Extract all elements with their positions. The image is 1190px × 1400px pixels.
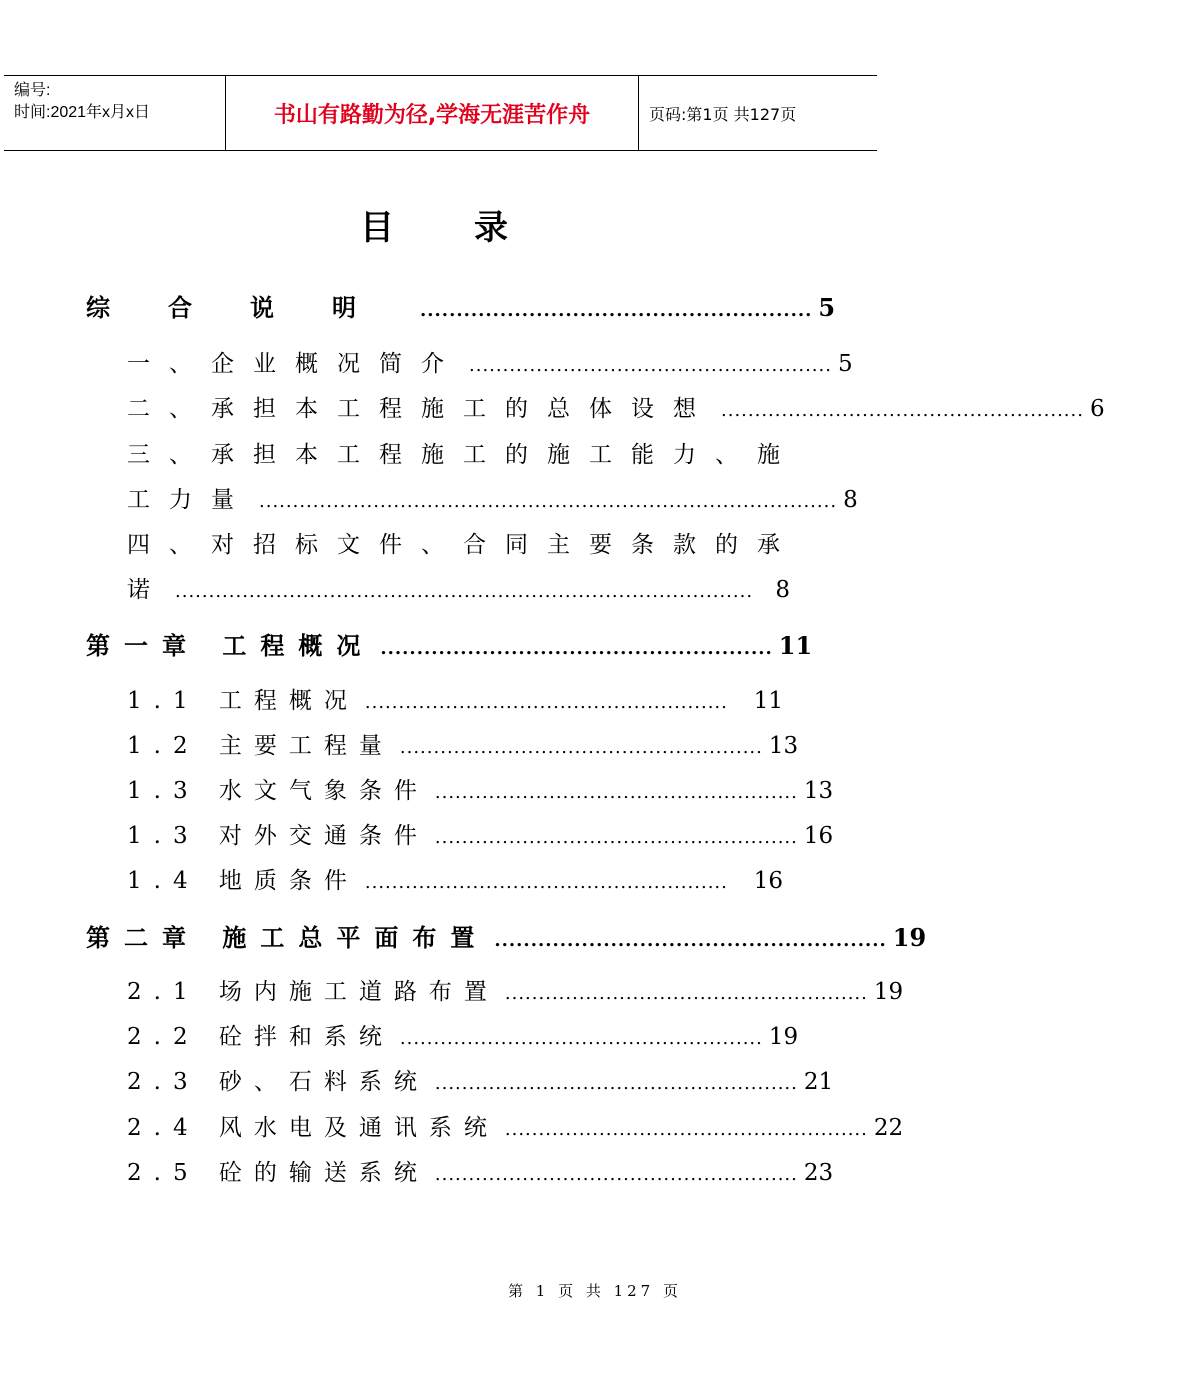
toc-page: 13 — [803, 778, 834, 804]
toc-page: 11 — [753, 688, 783, 714]
toc-leader: ...................................................... — [399, 737, 763, 758]
toc-leader: ...................................................... — [364, 692, 728, 713]
toc-entry[interactable] — [127, 345, 853, 378]
toc-entry[interactable] — [127, 1018, 799, 1051]
toc-entry-chapter-1[interactable] — [86, 626, 813, 661]
page-info: 页码:第1页 共127页 — [649, 104, 797, 124]
toc-entry-overview[interactable] — [86, 288, 836, 323]
toc-label-wrapped[interactable]: 四、对招标文件、合同主要条款的承 — [127, 532, 799, 558]
toc-label: 2.1 场内施工道路布置 — [127, 979, 499, 1005]
header-motto-cell — [226, 76, 639, 150]
toc-label: 1.2 主要工程量 — [127, 733, 394, 759]
toc-label: 2.4 风水电及通讯系统 — [127, 1115, 499, 1141]
header-page-cell — [639, 76, 877, 150]
toc-leader: ...................................................... — [504, 983, 868, 1004]
toc-page: 23 — [803, 1160, 834, 1186]
toc-label: 第一章 工程概况 — [86, 631, 375, 660]
toc-leader: ...................................................... — [364, 872, 728, 893]
toc-entry[interactable] — [127, 772, 834, 805]
toc-label: 综合说明 — [86, 293, 414, 322]
header-meta-cell — [4, 76, 226, 150]
toc-page: 19 — [873, 979, 904, 1005]
toc-label: 1.3 水文气象条件 — [127, 778, 429, 804]
page-header — [4, 75, 877, 151]
document-title: 目录 — [360, 208, 588, 248]
toc-leader: ...................................................... — [469, 355, 832, 376]
toc-label: 一、企业概况简介 — [127, 351, 463, 377]
toc-leader: ...................................................... — [420, 300, 813, 321]
toc-page: 19 — [768, 1024, 799, 1050]
toc-leader: ...................................................................................... — [259, 491, 838, 512]
toc-label: 1.4 地质条件 — [127, 868, 359, 894]
toc-page: 16 — [753, 868, 783, 894]
toc-label: 2.2 砼拌和系统 — [127, 1024, 394, 1050]
toc-leader: ...................................................... — [399, 1028, 763, 1049]
toc-page: 5 — [818, 293, 836, 322]
toc-page: 13 — [768, 733, 799, 759]
toc-label: 2.3 砂、石料系统 — [127, 1069, 429, 1095]
toc-leader: ...................................................... — [494, 930, 887, 951]
toc-page: 11 — [778, 631, 813, 660]
toc-leader: ...................................................... — [721, 400, 1084, 421]
toc-leader: ...................................................... — [504, 1119, 868, 1140]
toc-label: 诺 — [127, 577, 169, 603]
toc-entry[interactable] — [127, 817, 834, 850]
toc-page: 8 — [775, 577, 790, 603]
toc-entry-chapter-2[interactable] — [86, 918, 927, 953]
toc-page: 22 — [873, 1115, 904, 1141]
toc-leader: ...................................................... — [434, 827, 798, 848]
toc-label: 工力量 — [127, 487, 253, 513]
serial-label: 编号: — [14, 82, 51, 99]
toc-leader: ...................................................... — [380, 638, 773, 659]
motto-text: 书山有路勤为径,学海无涯苦作舟 — [273, 102, 591, 128]
toc-entry[interactable] — [127, 1154, 834, 1187]
toc-leader: ...................................................... — [434, 782, 798, 803]
toc-label: 第二章 施工总平面布置 — [86, 923, 489, 952]
toc-entry[interactable] — [127, 727, 799, 760]
toc-page: 5 — [837, 351, 853, 377]
toc-entry[interactable] — [127, 1063, 834, 1096]
toc-entry[interactable] — [127, 973, 904, 1006]
toc-label: 二、承担本工程施工的总体设想 — [127, 396, 715, 422]
toc-entry[interactable] — [127, 1109, 904, 1142]
toc-entry[interactable] — [127, 481, 858, 514]
toc-label-wrapped[interactable]: 三、承担本工程施工的施工能力、施 — [127, 442, 799, 468]
toc-entry[interactable] — [127, 682, 783, 715]
toc-page: 8 — [843, 487, 858, 513]
toc-entry[interactable] — [127, 390, 1105, 423]
toc-label: 2.5 砼的输送系统 — [127, 1160, 429, 1186]
toc-page: 21 — [803, 1069, 834, 1095]
toc-entry[interactable] — [127, 571, 790, 604]
toc-entry[interactable] — [127, 862, 783, 895]
toc-label: 1.3 对外交通条件 — [127, 823, 429, 849]
toc-leader: ...................................................................................... — [175, 581, 754, 602]
time-label: 时间:2021年x月x日 — [14, 104, 151, 121]
toc-page: 6 — [1089, 396, 1105, 422]
toc-label: 1.1 工程概况 — [127, 688, 359, 714]
toc-leader: ...................................................... — [434, 1073, 798, 1094]
toc-page: 19 — [892, 923, 927, 952]
toc-page: 16 — [803, 823, 834, 849]
toc-leader: ...................................................... — [434, 1164, 798, 1185]
page-footer: 第 1 页 共 127 页 — [507, 1282, 682, 1300]
